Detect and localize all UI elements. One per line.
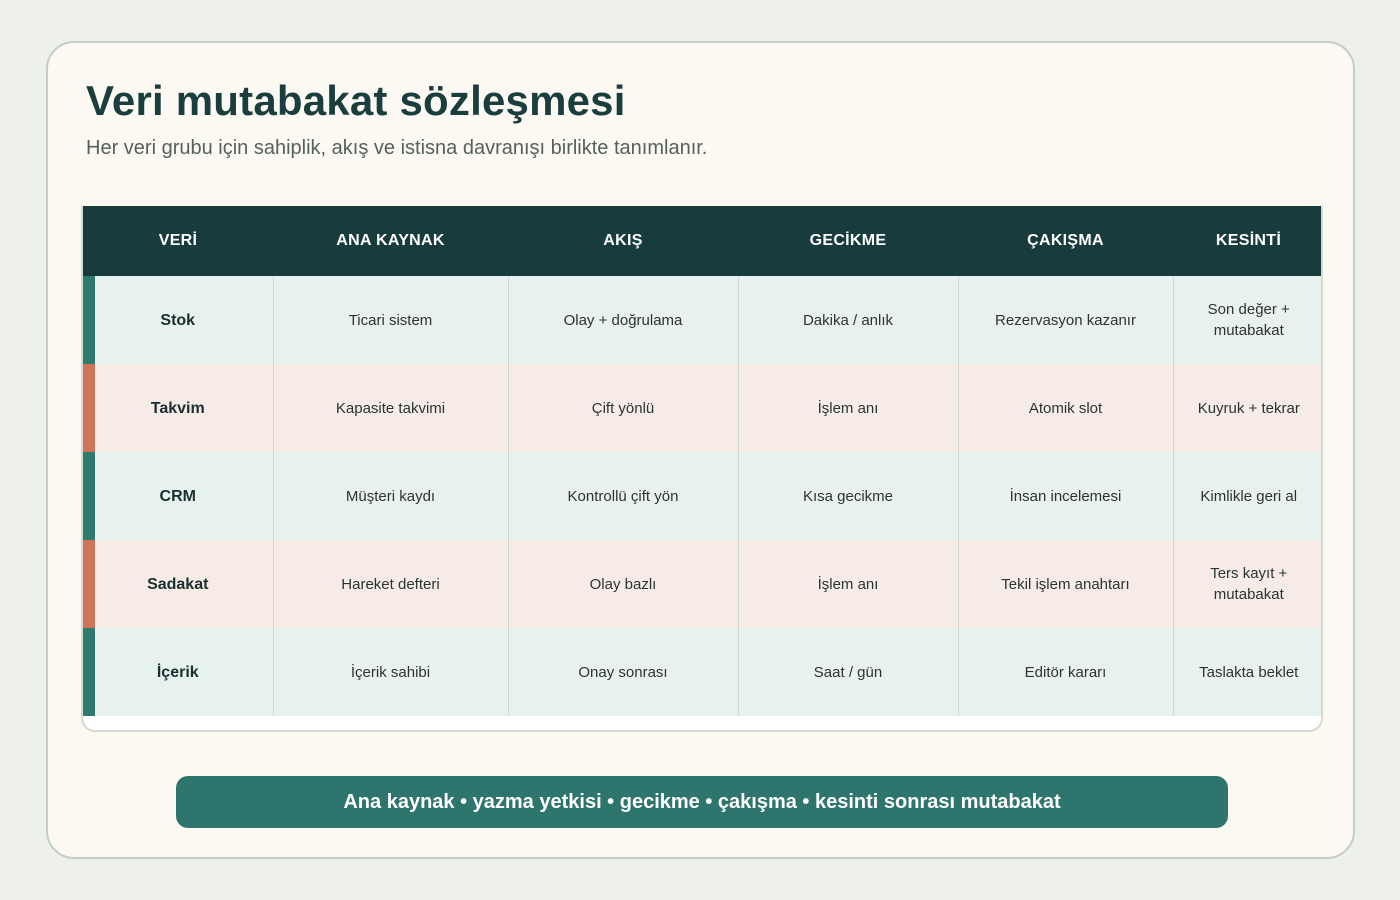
row-label-text: Stok bbox=[160, 311, 196, 329]
page-subtitle: Her veri grubu için sahiplik, akış ve istisna davranışı birlikte tanımlanır. bbox=[86, 137, 708, 159]
summary-banner: Ana kaynak • yazma yetkisi • gecikme • çakışma • kesinti sonrası mutabakat bbox=[176, 776, 1228, 828]
row-accent-stripe bbox=[83, 628, 95, 716]
table-cell: Olay + doğrulama bbox=[508, 276, 738, 364]
reconciliation-table-container bbox=[81, 206, 1323, 732]
table-cell: Rezervasyon kazanır bbox=[958, 276, 1173, 364]
table-row-crm bbox=[83, 452, 1323, 540]
row-accent-stripe bbox=[83, 540, 95, 628]
table-cell: Kimlikle geri al bbox=[1173, 452, 1323, 540]
table-cell: Dakika / anlık bbox=[738, 276, 958, 364]
table-cell: Müşteri kaydı bbox=[273, 452, 508, 540]
table-cell: İşlem anı bbox=[738, 364, 958, 452]
column-header-data: VERİ bbox=[158, 232, 198, 249]
table-cell: Taslakta beklet bbox=[1173, 628, 1323, 716]
row-label bbox=[83, 540, 273, 628]
row-accent-stripe bbox=[83, 452, 95, 540]
table-row-stock bbox=[83, 276, 1323, 364]
table-cell: Ticari sistem bbox=[273, 276, 508, 364]
row-label-text: Takvim bbox=[150, 399, 205, 417]
table-cell: Hareket defteri bbox=[273, 540, 508, 628]
row-accent-stripe bbox=[83, 364, 95, 452]
table-header-row bbox=[83, 206, 1323, 276]
row-accent-stripe bbox=[83, 276, 95, 364]
row-label-text: CRM bbox=[159, 487, 196, 505]
table-cell: Atomik slot bbox=[958, 364, 1173, 452]
row-label-text: Sadakat bbox=[147, 575, 209, 593]
table-cell: İçerik sahibi bbox=[273, 628, 508, 716]
table-cell: Onay sonrası bbox=[508, 628, 738, 716]
column-header-source: ANA KAYNAK bbox=[336, 232, 445, 249]
table-cell: Kuyruk + tekrar bbox=[1173, 364, 1323, 452]
table-cell: Tekil işlem anahtarı bbox=[958, 540, 1173, 628]
column-header-flow: AKIŞ bbox=[603, 232, 643, 249]
table-row-loyalty bbox=[83, 540, 1323, 628]
table-cell: Kısa gecikme bbox=[738, 452, 958, 540]
table-cell: Saat / gün bbox=[738, 628, 958, 716]
row-label bbox=[83, 628, 273, 716]
table-cell bbox=[1173, 276, 1323, 364]
table-cell: Kapasite takvimi bbox=[273, 364, 508, 452]
column-header-outage: KESİNTİ bbox=[1215, 232, 1282, 249]
row-label bbox=[83, 364, 273, 452]
column-header-latency: GECİKME bbox=[809, 232, 887, 249]
table-cell: Kontrollü çift yön bbox=[508, 452, 738, 540]
reconciliation-table bbox=[83, 206, 1323, 716]
page-title: Veri mutabakat sözleşmesi bbox=[86, 77, 626, 124]
table-cell: Olay bazlı bbox=[508, 540, 738, 628]
table-row-calendar bbox=[83, 364, 1323, 452]
table-cell bbox=[1173, 540, 1323, 628]
table-cell-text: Son değer + mutabakat bbox=[1207, 301, 1290, 339]
row-label-text: İçerik bbox=[156, 663, 199, 681]
table-cell-text: Ters kayıt + mutabakat bbox=[1210, 565, 1288, 603]
row-label bbox=[83, 452, 273, 540]
table-cell: İşlem anı bbox=[738, 540, 958, 628]
table-cell: Çift yönlü bbox=[508, 364, 738, 452]
table-row-content bbox=[83, 628, 1323, 716]
table-cell: İnsan incelemesi bbox=[958, 452, 1173, 540]
row-label bbox=[83, 276, 273, 364]
table-cell: Editör kararı bbox=[958, 628, 1173, 716]
contract-card bbox=[46, 41, 1355, 859]
column-header-conflict: ÇAKIŞMA bbox=[1027, 232, 1104, 249]
